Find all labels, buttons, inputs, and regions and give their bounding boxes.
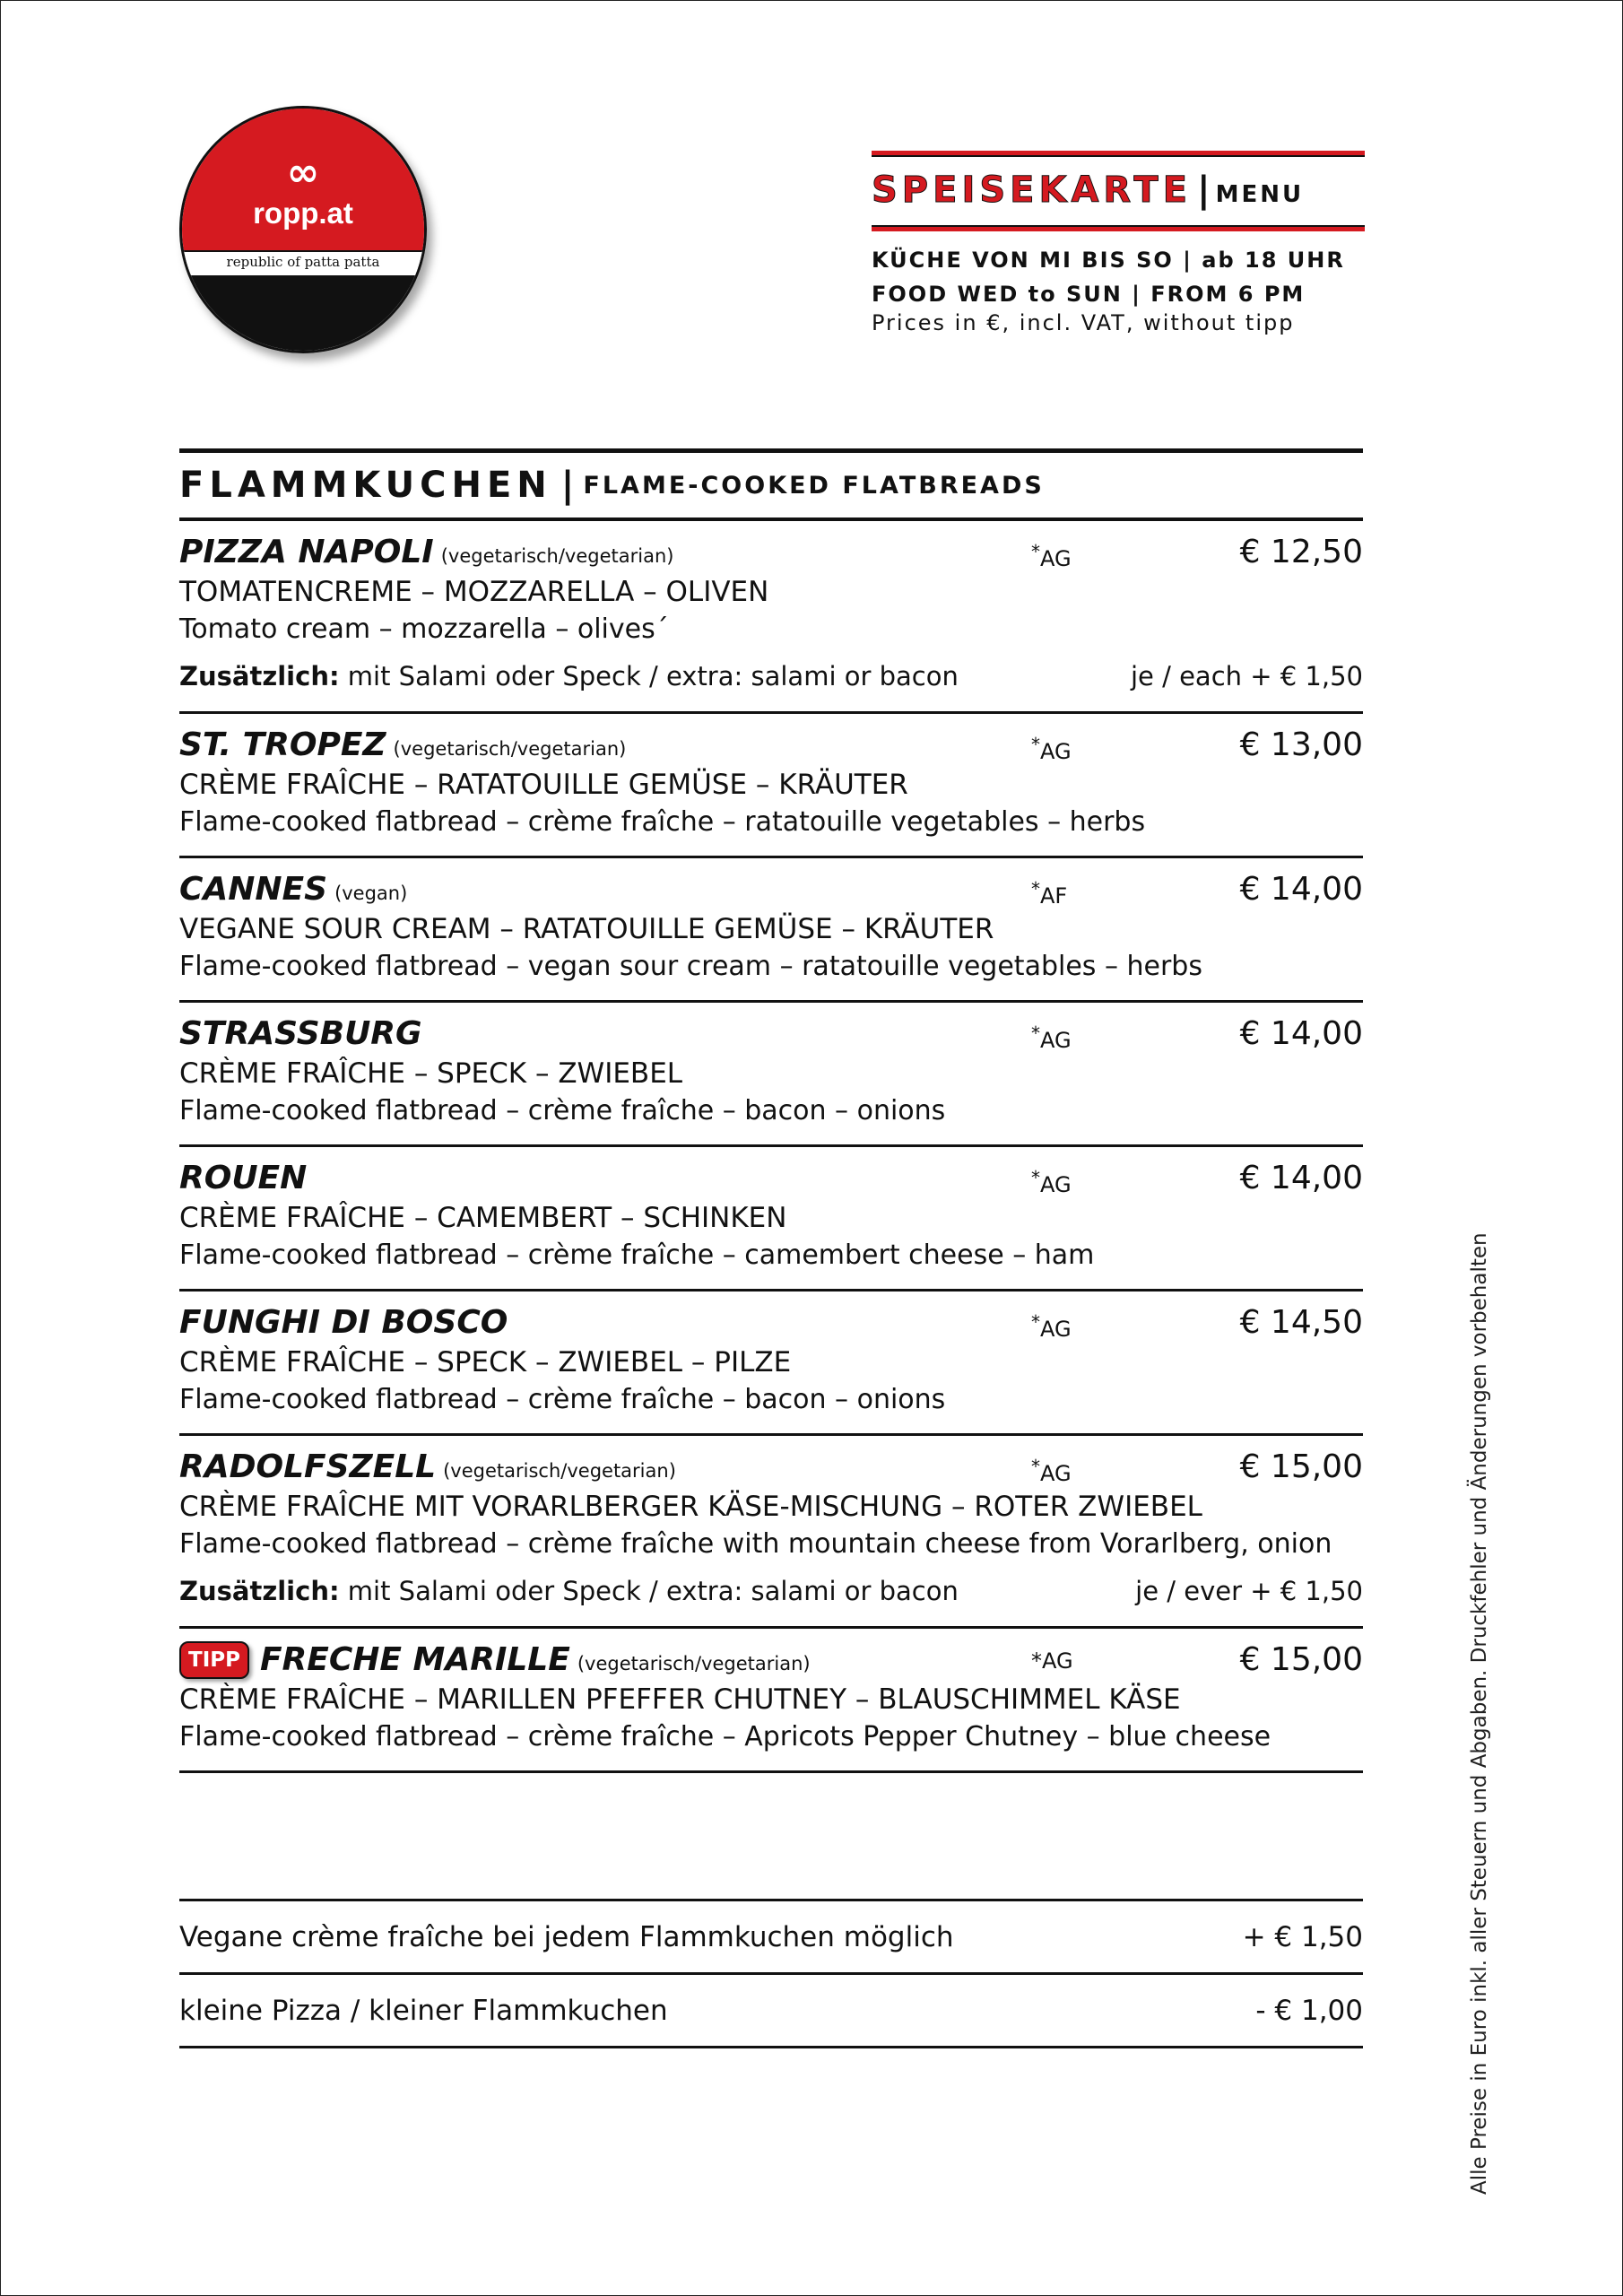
logo-name: ropp.at: [253, 196, 353, 230]
item-price: € 14,00: [1239, 871, 1363, 908]
section-title-sep: |: [560, 465, 575, 506]
section-title: [179, 453, 1363, 521]
item-note: (vegetarisch/vegetarian): [577, 1653, 811, 1674]
item-desc-de: VEGANE SOUR CREAM – RATATOUILLE GEMÜSE – KRÄUTER: [179, 913, 994, 945]
item-desc-en: Flame-cooked flatbread – crème fraîche – bacon – onions: [179, 1095, 946, 1126]
extra-text: mit Salami oder Speck / extra: salami or bacon: [339, 661, 959, 691]
item-desc-en: Flame-cooked flatbread – crème fraîche – Apricots Pepper Chutney – blue cheese: [179, 1721, 1271, 1752]
prices-note: Prices in €, incl. VAT, without tipp: [872, 310, 1295, 335]
section-subtitle: FLAME-COOKED FLATBREADS: [583, 471, 1045, 500]
header-top-rule: [872, 151, 1365, 157]
item-allergen: *AG: [1031, 541, 1072, 571]
item-desc-de: CRÈME FRAÎCHE – MARILLEN PFEFFER CHUTNEY – BLAUSCHIMMEL KÄSE: [179, 1683, 1181, 1716]
header-bottom-rule: [872, 225, 1365, 231]
menu-item: [179, 1436, 1363, 1629]
menu-item: [179, 1292, 1363, 1436]
addon-row: [179, 1972, 1363, 2048]
item-extra: [179, 1576, 1363, 1612]
item-desc-de: CRÈME FRAÎCHE – CAMEMBERT – SCHINKEN: [179, 1202, 787, 1234]
item-note: (vegetarisch/vegetarian): [393, 738, 627, 760]
menu-item: [179, 858, 1363, 1003]
legal-side-note: Alle Preise in Euro inkl. aller Steuern und Abgaben. Druckfehler und Änderungen vorbehalten: [1468, 1232, 1491, 2195]
extra-price: je / each + € 1,50: [1130, 661, 1363, 691]
section-title-main: FLAMMKUCHEN: [179, 465, 552, 506]
menu-header: [872, 151, 1365, 335]
extra-label: Zusätzlich:: [179, 661, 340, 691]
item-desc-en: Flame-cooked flatbread – crème fraîche with mountain cheese from Vorarlberg, onion: [179, 1528, 1332, 1560]
hours-en: FOOD WED to SUN | FROM 6 PM: [872, 282, 1306, 307]
ropp-logo: [179, 106, 427, 353]
item-desc-en: Flame-cooked flatbread – crème fraîche – bacon – onions: [179, 1384, 946, 1415]
header-title-sep: |: [1197, 170, 1211, 211]
menu-item: [179, 1147, 1363, 1292]
item-desc-en: Tomato cream – mozzarella – olives´: [179, 613, 669, 645]
item-price: € 13,00: [1239, 726, 1363, 763]
item-name: STRASSBURG: [179, 1015, 422, 1052]
item-allergen: *AG: [1031, 734, 1072, 764]
item-allergen: *AG: [1031, 1648, 1073, 1674]
item-desc-en: Flame-cooked flatbread – crème fraîche – ratatouille vegetables – herbs: [179, 806, 1146, 838]
addon-price: - € 1,00: [1255, 1994, 1363, 2027]
logo-black-half: [182, 277, 424, 353]
addon-price: + € 1,50: [1242, 1920, 1363, 1953]
item-name: FRECHE MARILLE: [259, 1641, 570, 1678]
header-title: [872, 170, 1365, 214]
item-desc-de: CRÈME FRAÎCHE – SPECK – ZWIEBEL: [179, 1057, 683, 1090]
item-allergen: *AF: [1031, 878, 1068, 909]
extra-label: Zusätzlich:: [179, 1576, 340, 1606]
item-note: (vegetarisch/vegetarian): [443, 1460, 676, 1482]
item-price: € 12,50: [1239, 534, 1363, 570]
item-name: ROUEN: [179, 1160, 308, 1196]
item-name: RADOLFSZELL: [179, 1448, 437, 1485]
hours-de: KÜCHE VON MI BIS SO | ab 18 UHR: [872, 248, 1345, 273]
item-price: € 14,50: [1239, 1304, 1363, 1341]
tipp-badge: TIPP: [179, 1641, 249, 1679]
menu-item: [179, 714, 1363, 858]
addon-label: Vegane crème fraîche bei jedem Flammkuchen möglich: [179, 1920, 954, 1953]
extra-text: mit Salami oder Speck / extra: salami or bacon: [339, 1576, 959, 1606]
item-price: € 15,00: [1239, 1448, 1363, 1485]
item-note: (vegetarisch/vegetarian): [440, 545, 674, 567]
item-note: (vegan): [334, 883, 408, 904]
item-price: € 14,00: [1239, 1015, 1363, 1052]
item-allergen: *AG: [1031, 1022, 1072, 1053]
item-desc-en: Flame-cooked flatbread – vegan sour cream – ratatouille vegetables – herbs: [179, 951, 1202, 982]
item-allergen: *AG: [1031, 1167, 1072, 1197]
menu-item: [179, 1629, 1363, 1773]
flammkuchen-section: [179, 448, 1363, 1773]
item-price: € 15,00: [1239, 1641, 1363, 1678]
item-extra: [179, 661, 1363, 697]
item-desc-en: Flame-cooked flatbread – crème fraîche – camembert cheese – ham: [179, 1239, 1095, 1271]
item-desc-de: CRÈME FRAÎCHE MIT VORARLBERGER KÄSE-MISCHUNG – ROTER ZWIEBEL: [179, 1491, 1202, 1523]
infinity-icon: ∞: [286, 150, 320, 196]
addon-label: kleine Pizza / kleiner Flammkuchen: [179, 1994, 668, 2027]
item-desc-de: CRÈME FRAÎCHE – RATATOUILLE GEMÜSE – KRÄUTER: [179, 769, 908, 801]
item-name: CANNES: [179, 871, 328, 908]
menu-item: [179, 1003, 1363, 1147]
addons-table: [179, 1899, 1363, 2048]
addon-row: [179, 1899, 1363, 1972]
header-title-main: SPEISEKARTE: [872, 170, 1193, 211]
menu-item: [179, 521, 1363, 714]
item-desc-de: TOMATENCREME – MOZZARELLA – OLIVEN: [179, 576, 769, 608]
header-title-small: MENU: [1215, 181, 1305, 208]
item-allergen: *AG: [1031, 1311, 1072, 1342]
item-allergen: *AG: [1031, 1456, 1072, 1486]
item-name: PIZZA NAPOLI: [179, 534, 434, 570]
item-name: ST. TROPEZ: [179, 726, 386, 763]
item-desc-de: CRÈME FRAÎCHE – SPECK – ZWIEBEL – PILZE: [179, 1346, 792, 1378]
item-price: € 14,00: [1239, 1160, 1363, 1196]
logo-tagline: republic of patta patta: [226, 254, 380, 270]
extra-price: je / ever + € 1,50: [1135, 1576, 1363, 1606]
item-name: FUNGHI DI BOSCO: [179, 1304, 508, 1341]
